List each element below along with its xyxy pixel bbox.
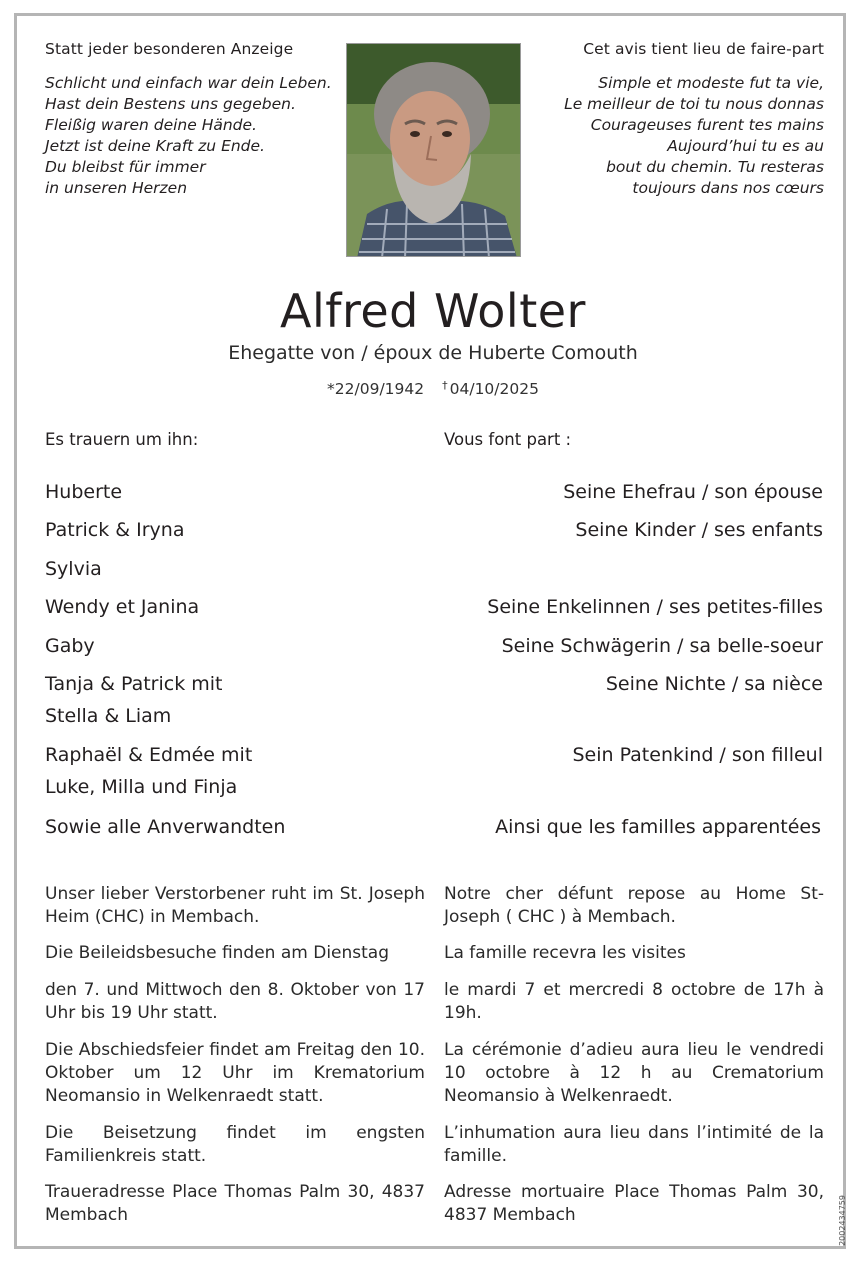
info-paragraph-french: La cérémonie d’adieu aura lieu le vendredi 10 octobre à 12 h au Crematorium Neomansio à Welkenraedt. — [444, 1040, 824, 1106]
death-cross-icon: † — [442, 379, 448, 392]
info-paragraph-french: La famille recevra les visites — [444, 943, 686, 963]
info-paragraph-french: le mardi 7 et mercredi 8 octobre de 17h à 19h. — [444, 980, 824, 1023]
mourner-row — [45, 514, 823, 546]
poem-line: in unseren Herzen — [45, 179, 188, 197]
poem-line: Simple et modeste fut ta vie, — [598, 74, 824, 92]
poem-line: Hast dein Bestens uns gegeben. — [45, 95, 296, 113]
deceased-name: Alfred Wolter — [280, 284, 586, 338]
mourner-relation: Seine Kinder / ses enfants — [575, 519, 823, 541]
mourners-intro-french: Vous font part : — [444, 430, 572, 449]
mourner-relation: Seine Ehefrau / son épouse — [563, 481, 823, 503]
poem-line: Jetzt ist deine Kraft zu Ende. — [45, 137, 265, 155]
mourner-row — [45, 811, 823, 843]
mourner-name-line: Raphaël & Edmée mit — [45, 744, 253, 766]
info-paragraph-german: Die Beileidsbesuche finden am Dienstag — [45, 943, 390, 963]
mourner-relation: Sein Patenkind / son filleul — [572, 744, 823, 766]
birth-date: *22/09/1942 — [327, 380, 425, 398]
mourner-name-line: Luke, Milla und Finja — [45, 776, 238, 798]
mourner-row — [45, 591, 823, 623]
mourner-names: Sowie alle Anverwandten — [45, 816, 286, 838]
mourner-name-line: Stella & Liam — [45, 705, 172, 727]
info-paragraph-german: Die Beisetzung findet im engsten Familienkreis statt. — [45, 1123, 425, 1166]
mourner-names — [45, 739, 252, 803]
poem-line: Schlicht und einfach war dein Leben. — [45, 74, 332, 92]
mourner-relation: Seine Nichte / sa nièce — [605, 673, 823, 695]
death-date: 04/10/2025 — [449, 380, 539, 398]
life-dates — [0, 379, 866, 398]
poem-french — [564, 73, 824, 199]
reference-code: 2002434759 — [838, 1195, 847, 1246]
mourner-relation: Seine Schwägerin / sa belle-soeur — [501, 635, 823, 657]
mourner-names: Sylvia — [45, 558, 102, 580]
poem-line: Du bleibst für immer — [45, 158, 206, 176]
info-paragraph-german: Traueradresse Place Thomas Palm 30, 4837 Membach — [45, 1182, 425, 1225]
mourner-names: Gaby — [45, 635, 95, 657]
mourner-row — [45, 553, 823, 585]
mourner-relation: Seine Enkelinnen / ses petites-filles — [487, 596, 823, 618]
mourner-row — [45, 476, 823, 508]
mourner-names: Huberte — [45, 481, 123, 503]
spouse-line: Ehegatte von / époux de Huberte Comouth — [228, 342, 638, 364]
info-paragraph-french: Adresse mortuaire Place Thomas Palm 30, 4837 Membach — [444, 1182, 824, 1225]
poem-line: Le meilleur de toi tu nous donnas — [564, 95, 824, 113]
info-paragraph-german: Unser lieber Verstorbener ruht im St. Joseph Heim (CHC) in Membach. — [45, 884, 425, 927]
poem-line: Fleißig waren deine Hände. — [45, 116, 257, 134]
info-paragraph-german: den 7. und Mittwoch den 8. Oktober von 17 Uhr bis 19 Uhr statt. — [45, 980, 425, 1023]
mourner-name-line: Tanja & Patrick mit — [45, 673, 223, 695]
mourner-names — [45, 668, 222, 732]
header-right-notice: Cet avis tient lieu de faire-part — [583, 40, 824, 58]
header-left-notice: Statt jeder besonderen Anzeige — [45, 40, 294, 58]
mourners-intro-german: Es trauern um ihn: — [45, 430, 199, 449]
portrait-photo — [346, 43, 521, 257]
poem-line: bout du chemin. Tu resteras — [606, 158, 824, 176]
poem-line: Courageuses furent tes mains — [590, 116, 824, 134]
info-paragraph-french: Notre cher défunt repose au Home St-Joseph ( CHC ) à Membach. — [444, 884, 824, 927]
poem-german — [45, 73, 332, 199]
info-paragraph-french: L’inhumation aura lieu dans l’intimité de la famille. — [444, 1123, 824, 1166]
mourner-row — [45, 630, 823, 662]
poem-line: toujours dans nos cœurs — [632, 179, 824, 197]
mourner-names: Patrick & Iryna — [45, 519, 185, 541]
mourner-names: Wendy et Janina — [45, 596, 200, 618]
mourner-row — [45, 668, 823, 732]
poem-line: Aujourd’hui tu es au — [667, 137, 824, 155]
mourner-relation: Ainsi que les familles apparentées — [495, 816, 821, 838]
mourner-row — [45, 739, 823, 803]
info-paragraph-german: Die Abschiedsfeier findet am Freitag den 10. Oktober um 12 Uhr im Krematorium Neomansio in Welkenraedt statt. — [45, 1040, 425, 1106]
